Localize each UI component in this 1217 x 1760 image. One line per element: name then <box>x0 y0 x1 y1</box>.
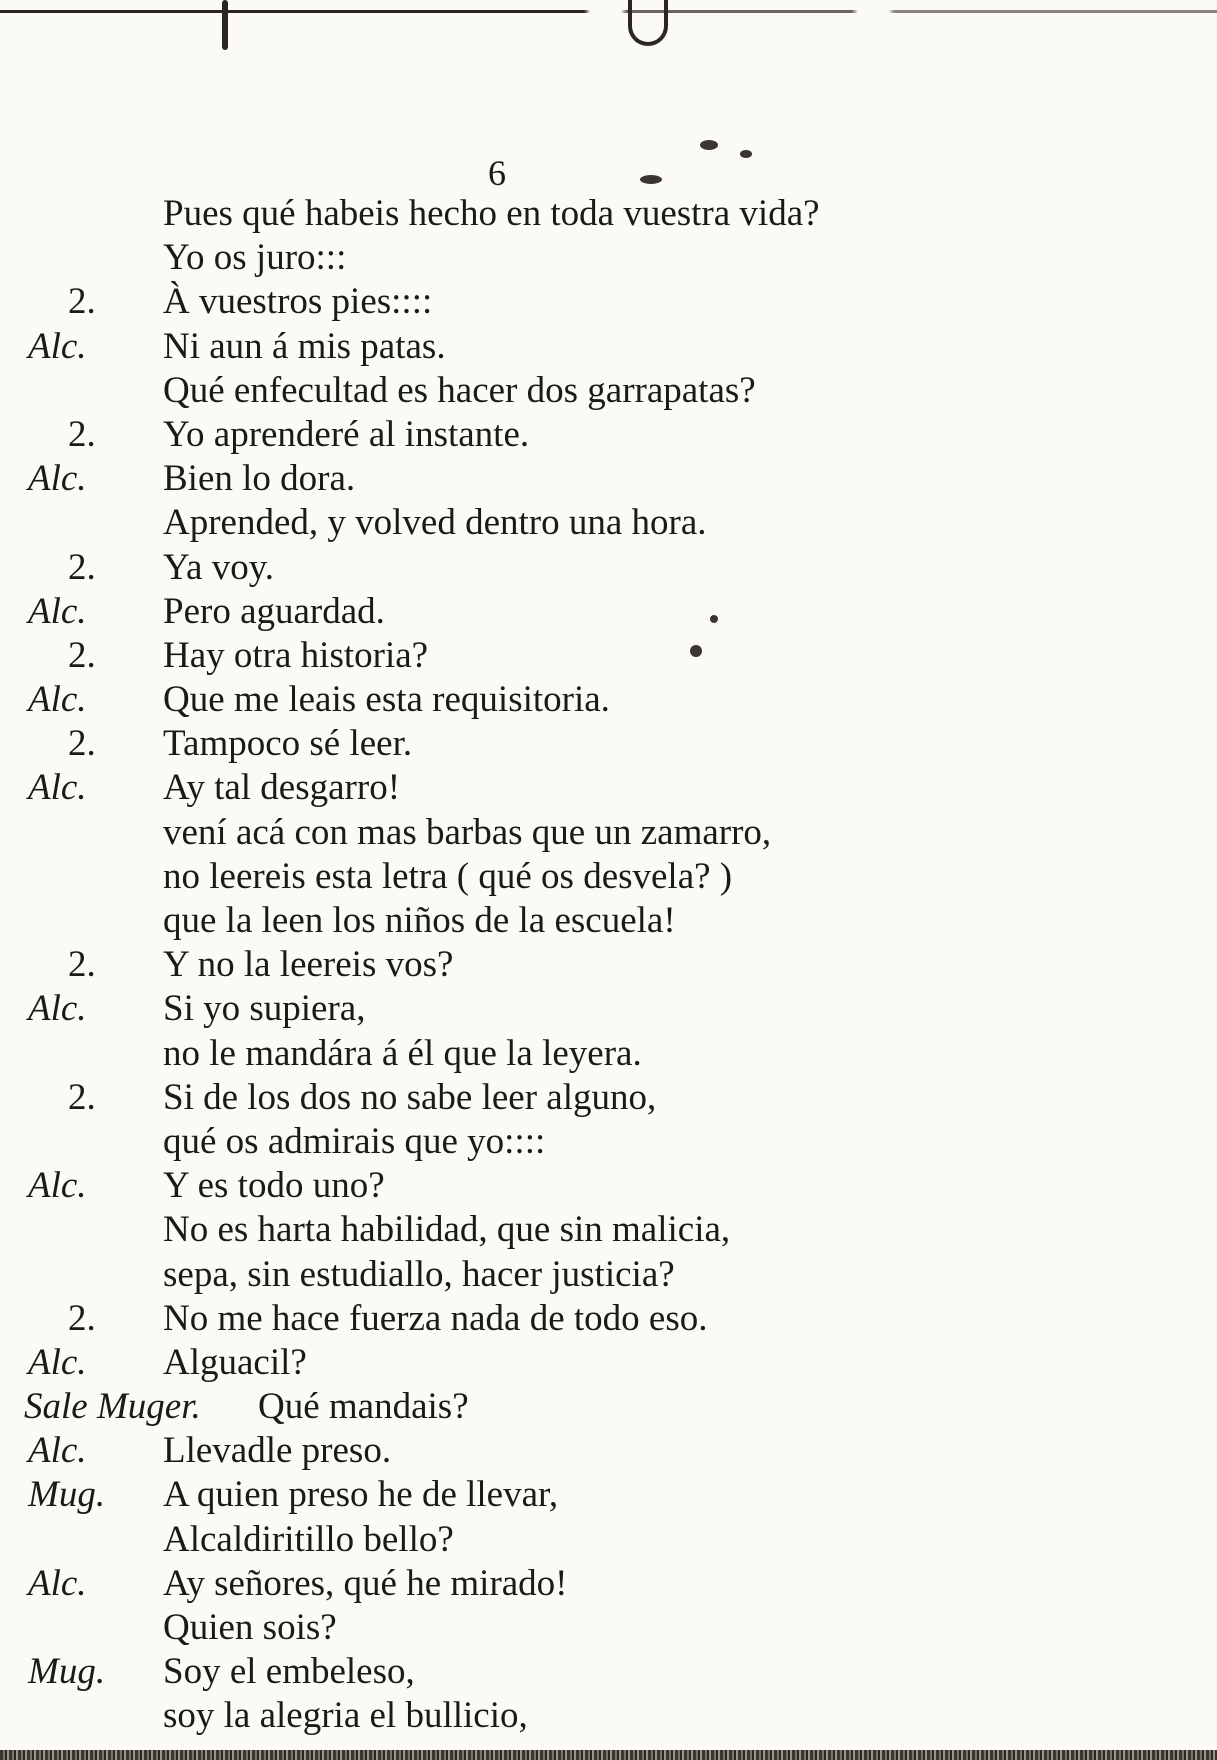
dialogue-text: Yo aprenderé al instante. <box>163 413 530 455</box>
top-ink-mark <box>222 0 228 50</box>
script-line <box>0 1120 1217 1164</box>
page-number: 6 <box>488 153 506 193</box>
script-line <box>0 192 1217 236</box>
script-line <box>0 811 1217 855</box>
speaker-label: Alc. <box>28 679 87 721</box>
ink-speck <box>740 150 752 158</box>
script-line <box>0 1650 1217 1694</box>
script-line <box>0 369 1217 413</box>
dialogue-text: Y no la leereis vos? <box>163 944 454 986</box>
script-line <box>0 1032 1217 1076</box>
script-line <box>0 987 1217 1031</box>
dialogue-text: Soy el embeleso, <box>163 1651 415 1693</box>
speaker-label: Alc. <box>28 325 87 367</box>
script-line <box>0 590 1217 634</box>
speaker-label: Alc. <box>28 767 87 809</box>
dialogue-text: Ni aun á mis patas. <box>163 325 446 367</box>
dialogue-text: Llevadle preso. <box>163 1430 392 1472</box>
script-line <box>0 1297 1217 1341</box>
script-line <box>0 678 1217 722</box>
speaker-label: Alc. <box>28 1562 87 1604</box>
ink-speck <box>640 175 662 184</box>
script-line <box>0 413 1217 457</box>
dialogue-text: Qué enfecultad es hacer dos garrapatas? <box>163 369 756 411</box>
script-line <box>0 855 1217 899</box>
dialogue-text: Pues qué habeis hecho en toda vuestra vida? <box>163 193 820 234</box>
dialogue-text: Aprended, y volved dentro una hora. <box>163 502 707 544</box>
ink-speck <box>700 140 718 150</box>
script-line <box>0 280 1217 324</box>
dialogue-text: no leereis esta letra ( qué os desvela? ) <box>163 855 733 897</box>
script-line <box>0 766 1217 810</box>
dialogue-text: no le mandára á él que la leyera. <box>163 1032 642 1074</box>
script-line <box>0 501 1217 545</box>
dialogue-text: À vuestros pies:::: <box>163 281 433 323</box>
dialogue-text: No es harta habilidad, que sin malicia, <box>163 1209 731 1251</box>
dialogue-text: No me hace fuerza nada de todo eso. <box>163 1297 708 1339</box>
script-line <box>0 1429 1217 1473</box>
script-line <box>0 899 1217 943</box>
speaker-label: 2. <box>68 723 96 765</box>
speaker-label: Mug. <box>28 1651 106 1693</box>
script-line <box>0 1385 1217 1429</box>
script-line <box>0 1606 1217 1650</box>
speaker-label: 2. <box>68 546 96 588</box>
dialogue-text: A quien preso he de llevar, <box>163 1474 559 1516</box>
speaker-label: 2. <box>68 634 96 676</box>
dialogue-text: que la leen los niños de la escuela! <box>163 900 676 941</box>
top-ink-flourish <box>628 0 668 46</box>
dialogue-text: Qué mandais? <box>258 1386 469 1428</box>
dialogue-text: Tampoco sé leer. <box>163 723 413 765</box>
script-line <box>0 1562 1217 1606</box>
script-line <box>0 236 1217 280</box>
dialogue-text: qué os admirais que yo:::: <box>163 1120 546 1162</box>
speaker-label: 2. <box>68 413 96 455</box>
dialogue-text: soy la alegria el bullicio, <box>163 1695 528 1737</box>
speaker-label: Mug. <box>28 1474 106 1516</box>
speaker-label: Alc. <box>28 988 87 1030</box>
dialogue-text: Hay otra historia? <box>163 634 429 676</box>
dialogue-text: Alguacil? <box>163 1341 307 1383</box>
speaker-label: Alc. <box>28 1165 87 1207</box>
script-line <box>0 722 1217 766</box>
script-line <box>0 634 1217 678</box>
dialogue-text: sepa, sin estudiallo, hacer justicia? <box>163 1253 675 1295</box>
speaker-label: 2. <box>68 1076 96 1118</box>
dialogue-text: Si yo supiera, <box>163 988 366 1030</box>
script-line <box>0 1341 1217 1385</box>
dialogue-text: Ay señores, qué he mirado! <box>163 1562 568 1604</box>
dialogue-text: Pero aguardad. <box>163 590 385 632</box>
dialogue-text: vení acá con mas barbas que un zamarro, <box>163 811 772 853</box>
speaker-label: Alc. <box>28 1430 87 1472</box>
dialogue-text: Si de los dos no sabe leer alguno, <box>163 1076 657 1118</box>
stage-direction: Sale Muger. <box>24 1386 201 1428</box>
top-border-rule <box>0 10 1217 13</box>
script-line <box>0 1694 1217 1738</box>
speaker-label: Alc. <box>28 458 87 500</box>
script-line <box>0 1473 1217 1517</box>
speaker-label: 2. <box>68 944 96 986</box>
bottom-border-rule <box>0 1750 1217 1760</box>
speaker-label: Alc. <box>28 1341 87 1383</box>
script-line <box>0 325 1217 369</box>
dialogue-text: Y es todo uno? <box>163 1165 385 1207</box>
dialogue-text: Ya voy. <box>163 546 275 588</box>
script-line <box>0 1208 1217 1252</box>
speaker-label: Alc. <box>28 590 87 632</box>
dialogue-text: Ay tal desgarro! <box>163 767 401 809</box>
dialogue-text: Alcaldiritillo bello? <box>163 1518 454 1560</box>
dialogue-text: Que me leais esta requisitoria. <box>163 679 610 721</box>
script-line <box>0 1076 1217 1120</box>
script-line <box>0 546 1217 590</box>
script-line <box>0 1164 1217 1208</box>
script-line <box>0 1253 1217 1297</box>
script-line <box>0 457 1217 501</box>
play-script <box>0 192 1217 1739</box>
dialogue-text: Bien lo dora. <box>163 458 356 500</box>
dialogue-text: Yo os juro::: <box>163 237 347 279</box>
dialogue-text: Quien sois? <box>163 1607 337 1648</box>
speaker-label: 2. <box>68 1297 96 1339</box>
script-line <box>0 1518 1217 1562</box>
speaker-label: 2. <box>68 281 96 323</box>
script-line <box>0 943 1217 987</box>
